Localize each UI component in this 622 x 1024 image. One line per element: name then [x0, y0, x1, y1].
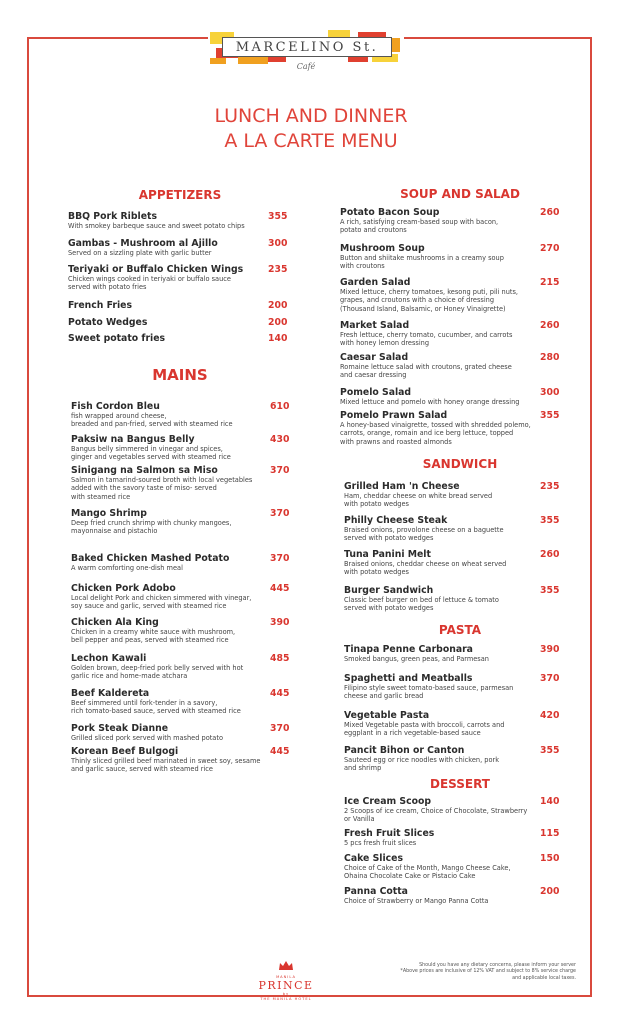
menu-item [340, 352, 512, 380]
menu-item-description: Braised onions, cheddar cheese on wheat served with potato wedges [344, 560, 507, 577]
menu-item-price: 200 [268, 300, 288, 311]
menu-item [340, 410, 531, 446]
footnote-dietary: Should you have any dietary concerns, please inform your server [419, 963, 576, 968]
menu-item-price: 235 [540, 481, 560, 492]
menu-item-description: Filipino style sweet tomato-based sauce, parmesan cheese and garlic bread [344, 684, 514, 701]
section-title-appetizers: APPETIZERS [138, 188, 222, 202]
menu-item-name: Tuna Panini Melt [344, 549, 431, 560]
section-title-soup-salad: SOUP AND SALAD [400, 187, 520, 201]
menu-item-price: 420 [540, 710, 560, 721]
menu-item-price: 260 [540, 320, 560, 331]
menu-item-price: 355 [540, 410, 560, 421]
menu-item [344, 710, 504, 738]
menu-item [340, 277, 518, 313]
menu-item-name: Cake Slices [344, 853, 403, 864]
menu-item-description: Sauteed egg or rice noodles with chicken, pork and shrimp [344, 756, 500, 773]
menu-item-name: Baked Chicken Mashed Potato [71, 553, 230, 564]
menu-item [71, 465, 252, 501]
menu-item-description: With smokey barbeque sauce and sweet potato chips [68, 222, 245, 230]
menu-item-price: 370 [270, 553, 290, 564]
menu-item-price: 370 [270, 465, 290, 476]
footnote-taxes: and applicable local taxes. [512, 975, 576, 981]
menu-item-price: 390 [540, 644, 560, 655]
menu-item-description: fish wrapped around cheese, breaded and pan-fried, served with steamed rice [71, 412, 233, 429]
menu-item-price: 140 [540, 796, 560, 807]
menu-item [344, 585, 499, 613]
menu-item-name: Chicken Ala King [71, 617, 159, 628]
menu-item [71, 653, 243, 681]
section-title-pasta: PASTA [438, 623, 482, 637]
menu-item-price: 300 [540, 387, 560, 398]
menu-item [344, 828, 434, 847]
menu-item-description: Chicken in a creamy white sauce with mushroom, bell pepper and peas, served with steamed rice [71, 628, 236, 645]
menu-item-description: Beef simmered until fork-tender in a savory, rich tomato-based sauce, served with steamed rice [71, 699, 241, 716]
logo-subtitle: Café [296, 62, 316, 71]
menu-item-description: Thinly sliced grilled beef marinated in sweet soy, sesame and garlic sauce, served with steamed rice [71, 757, 261, 774]
menu-item-name: Gambas - Mushroom al Ajillo [68, 238, 218, 249]
logo-name: MARCELINO St. [222, 37, 392, 57]
menu-item-price: 610 [270, 401, 290, 412]
menu-item-description: A warm comforting one-dish meal [71, 564, 183, 572]
menu-item-price: 280 [540, 352, 560, 363]
menu-item-name: Sinigang na Salmon sa Miso [71, 465, 218, 476]
menu-item-name: Garden Salad [340, 277, 411, 288]
menu-item-description: Smoked bangus, green peas, and Parmesan [344, 655, 489, 663]
menu-item-price: 370 [270, 508, 290, 519]
menu-item-name: Pomelo Salad [340, 387, 412, 398]
menu-item-price: 390 [270, 617, 290, 628]
menu-item-price: 140 [268, 333, 288, 344]
menu-item [68, 300, 132, 311]
menu-item-name: Spaghetti and Meatballs [344, 673, 473, 684]
menu-item-name: Philly Cheese Steak [344, 515, 448, 526]
menu-item-description: Deep fried crunch shrimp with chunky mangoes, mayonnaise and pistachio [71, 519, 232, 536]
menu-item-price: 485 [270, 653, 290, 664]
menu-item-description: Served on a sizzling plate with garlic butter [68, 249, 212, 257]
menu-item [340, 320, 512, 348]
menu-item-description: Button and shiitake mushrooms in a creamy soup with croutons [340, 254, 504, 271]
menu-item [344, 481, 492, 509]
menu-item-name: Pomelo Prawn Salad [340, 410, 448, 421]
menu-item [344, 515, 504, 543]
menu-item [340, 243, 504, 271]
menu-item [68, 333, 165, 344]
menu-item [344, 745, 499, 773]
menu-item-price: 355 [540, 585, 560, 596]
menu-item-description: Salmon in tamarind-soured broth with local vegetables added with the savory taste of miso- served with steamed rice [71, 476, 253, 501]
menu-item [344, 673, 513, 701]
section-title-mains: MAINS [152, 366, 208, 384]
menu-item [68, 264, 243, 292]
menu-item-description: Braised onions, provolone cheese on a baguette served with potato wedges [344, 526, 504, 543]
menu-item-name: Chicken Pork Adobo [71, 583, 176, 594]
menu-item-name: Korean Beef Bulgogi [71, 746, 179, 757]
menu-item [71, 434, 231, 462]
menu-item-name: Fresh Fruit Slices [344, 828, 435, 839]
menu-item-name: Tinapa Penne Carbonara [344, 644, 473, 655]
menu-item-name: Market Salad [340, 320, 410, 331]
menu-item-name: Potato Bacon Soup [340, 207, 440, 218]
footnote [376, 963, 576, 982]
menu-item-price: 260 [540, 207, 560, 218]
menu-item-description: Local delight Pork and chicken simmered with vinegar, soy sauce and garlic, served with steamed rice [71, 594, 252, 611]
menu-item-name: Beef Kaldereta [71, 688, 150, 699]
menu-item-name: Pork Steak Dianne [71, 723, 169, 734]
menu-item [68, 317, 147, 328]
menu-item-price: 235 [268, 264, 288, 275]
menu-item-name: Panna Cotta [344, 886, 408, 897]
menu-item-description: Ham, cheddar cheese on white bread served with potato wedges [344, 492, 493, 509]
menu-item-description: 2 Scoops of ice cream, Choice of Chocolate, Strawberry or Vanilla [344, 807, 528, 824]
menu-item-description: A rich, satisfying cream-based soup with bacon, potato and croutons [340, 218, 499, 235]
menu-item [340, 207, 498, 235]
menu-item-price: 270 [540, 243, 560, 254]
menu-item-description: Golden brown, deep-fried pork belly served with hot garlic rice and home-made atchara [71, 664, 244, 681]
crown-icon [278, 961, 294, 971]
menu-item [71, 553, 229, 572]
brand-by: by [282, 992, 290, 996]
menu-item-description: Fresh lettuce, cherry tomato, cucumber, and carrots with honey lemon dressing [340, 331, 513, 348]
menu-item [71, 401, 233, 429]
brand-top-text: MANILA [276, 975, 296, 979]
menu-item-description: Mixed lettuce, cherry tomatoes, kesong puti, pili nuts, grapes, and croutons with a choice of dressing (Thousand Island, Balsamic, or Honey Vinaigrette) [340, 288, 519, 313]
menu-item-description: Mixed Vegetable pasta with broccoli, carrots and eggplant in a rich vegetable-based sauce [344, 721, 505, 738]
menu-item-price: 215 [540, 277, 560, 288]
menu-item-price: 355 [540, 745, 560, 756]
menu-item-price: 445 [270, 746, 290, 757]
menu-item [344, 853, 511, 881]
menu-item-name: Ice Cream Scoop [344, 796, 432, 807]
menu-item-price: 200 [268, 317, 288, 328]
footnote-vat: *Above prices are inclusive of 12% VAT and subject to 8% service charge [400, 969, 576, 975]
menu-item-price: 445 [270, 583, 290, 594]
menu-title-line1: LUNCH AND DINNER [214, 105, 408, 127]
menu-item-price: 115 [540, 828, 560, 839]
menu-item-name: French Fries [68, 300, 132, 311]
menu-item-description: Classic beef burger on bed of lettuce & tomato served with potato wedges [344, 596, 499, 613]
menu-item [344, 549, 506, 577]
menu-item-name: Teriyaki or Buffalo Chicken Wings [68, 264, 244, 275]
menu-item [344, 644, 489, 663]
menu-item [344, 886, 488, 905]
menu-item [71, 688, 241, 716]
menu-item-price: 260 [540, 549, 560, 560]
menu-item-name: Caesar Salad [340, 352, 409, 363]
menu-item-price: 370 [540, 673, 560, 684]
menu-title-line2: A LA CARTE MENU [224, 130, 398, 152]
brand-bottom-text: THE MANILA HOTEL [260, 997, 312, 1001]
menu-item [68, 211, 245, 230]
menu-item-price: 355 [540, 515, 560, 526]
menu-item [71, 508, 231, 536]
menu-item-description: 5 pcs fresh fruit slices [344, 839, 417, 847]
menu-item-price: 355 [268, 211, 288, 222]
menu-item-name: Lechon Kawali [71, 653, 147, 664]
menu-item-name: Paksiw na Bangus Belly [71, 434, 195, 445]
menu-item-name: Potato Wedges [68, 317, 148, 328]
menu-item [71, 617, 235, 645]
section-title-sandwich: SANDWICH [422, 457, 498, 471]
menu-item-description: Mixed lettuce and pomelo with honey orange dressing [340, 398, 520, 406]
menu-item-name: Mango Shrimp [71, 508, 147, 519]
menu-item-description: Chicken wings cooked in teriyaki or buffalo sauce served with potato fries [68, 275, 231, 292]
menu-item [71, 723, 223, 742]
menu-item-price: 300 [268, 238, 288, 249]
prince-brand-logo [258, 956, 314, 1002]
menu-item-description: Grilled sliced pork served with mashed potato [71, 734, 223, 742]
cafe-logo [208, 28, 404, 82]
menu-item-price: 370 [270, 723, 290, 734]
menu-item-description: Romaine lettuce salad with croutons, grated cheese and caesar dressing [340, 363, 512, 380]
menu-item-description: Bangus belly simmered in vinegar and spices, ginger and vegetables served with steamed rice [71, 445, 231, 462]
menu-item-price: 445 [270, 688, 290, 699]
menu-item-name: Pancit Bihon or Canton [344, 745, 465, 756]
menu-item [71, 583, 251, 611]
section-title-dessert: DESSERT [430, 777, 490, 791]
menu-item-name: Sweet potato fries [68, 333, 166, 344]
menu-item-name: Burger Sandwich [344, 585, 434, 596]
menu-item-description: A honey-based vinaigrette, tossed with shredded polemo, carrots, orange, romain and ice berg lettuce, topped with prawns and roasted almonds [340, 421, 531, 446]
menu-item-price: 150 [540, 853, 560, 864]
menu-item-name: Mushroom Soup [340, 243, 425, 254]
menu-item-price: 430 [270, 434, 290, 445]
menu-item-description: Choice of Strawberry or Mango Panna Cotta [344, 897, 489, 905]
menu-item-name: Vegetable Pasta [344, 710, 430, 721]
menu-item-name: Fish Cordon Bleu [71, 401, 160, 412]
menu-item-name: Grilled Ham 'n Cheese [344, 481, 460, 492]
menu-item-description: Choice of Cake of the Month, Mango Cheese Cake, Ohaina Chocolate Cake or Pistacio Cake [344, 864, 511, 881]
brand-name: PRINCE [258, 979, 314, 992]
menu-item [340, 387, 519, 406]
menu-item-name: BBQ Pork Riblets [68, 211, 157, 222]
menu-item [68, 238, 218, 257]
menu-item [344, 796, 527, 824]
menu-item-price: 200 [540, 886, 560, 897]
menu-item [71, 746, 260, 774]
